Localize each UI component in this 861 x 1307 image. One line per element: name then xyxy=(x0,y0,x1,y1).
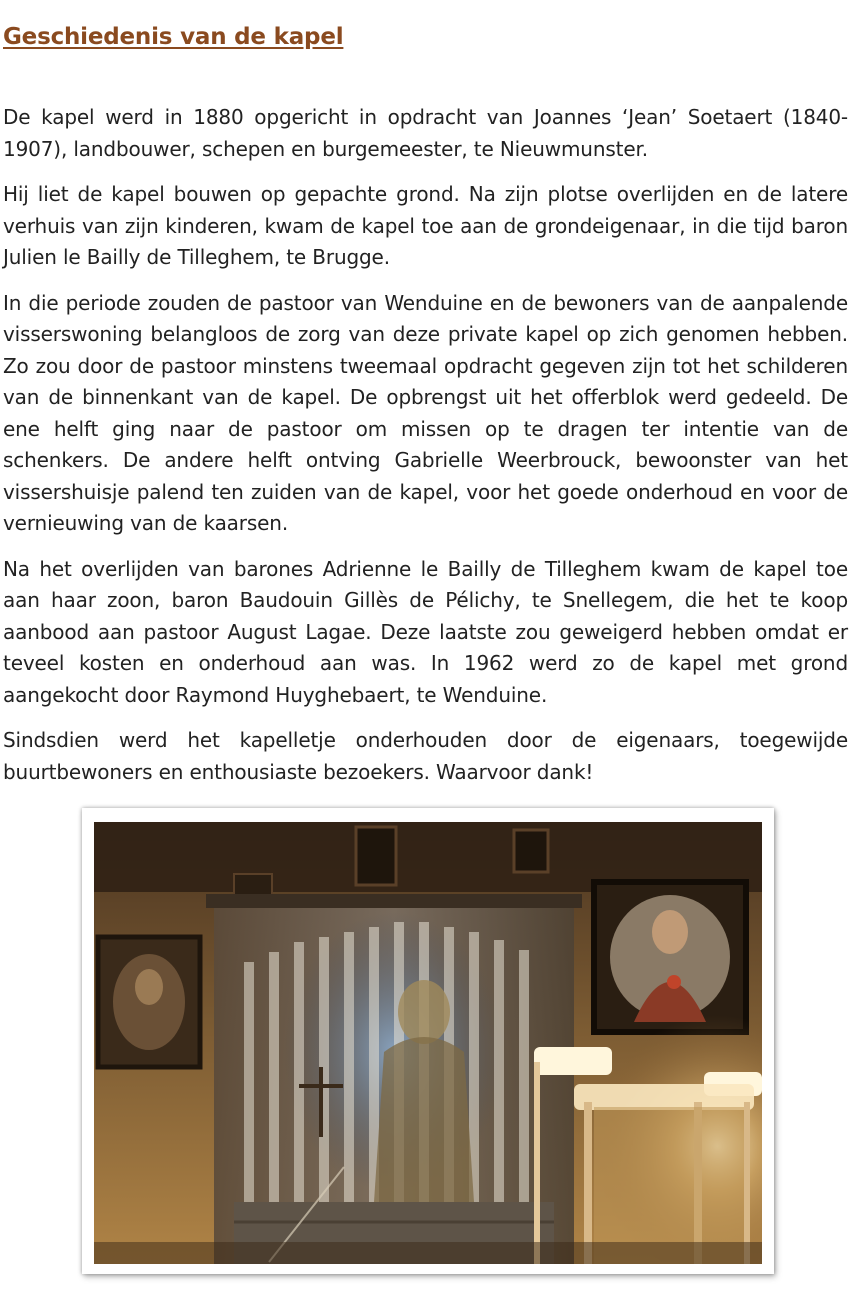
chapel-interior-photo xyxy=(94,822,762,1264)
paragraph-1: De kapel werd in 1880 opgericht in opdracht van Joannes ‘Jean’ Soetaert (1840-1907), landbouwer, schepen en burgemeester, te Nieuwmunster. xyxy=(3,105,848,161)
chapel-photo-frame xyxy=(82,808,774,1274)
body-text xyxy=(3,102,848,802)
chapel-interior-illustration xyxy=(94,822,762,1264)
paragraph-3: In die periode zouden de pastoor van Wenduine en de bewoners van de aanpalende visserswoning belangloos de zorg van deze private kapel op zich genomen hebben. Zo zou door de pastoor minstens tweemaal opdracht gegeven zijn tot het schilderen van de binnenkant van de kapel. De opbrengst uit het offerblok werd gedeeld. De ene helft ging naar de pastoor om missen op te dragen ter intentie van de schenkers. De andere helft ontving Gabrielle Weerbrouck, bewoonster van het vissershuisje palend ten zuiden van de kapel, voor het goede onderhoud en voor de vernieuwing van de kaarsen. xyxy=(3,290,848,535)
paragraph-4: Na het overlijden van barones Adrienne le Bailly de Tilleghem kwam de kapel toe aan haar zoon, baron Baudouin Gillès de Pélichy, te Snellegem, die het te koop aanbood aan pastoor August Lagae. Deze laatste zou geweigerd hebben omdat er teveel kosten en onderhoud aan was. In 1962 werd zo de kapel met grond aangekocht door Raymond Huyghebaert, te Wenduine. xyxy=(3,556,848,707)
paragraph-5: Sindsdien werd het kapelletje onderhouden door de eigenaars, toegewijde buurtbewoners en enthousiaste bezoekers. Waarvoor dank! xyxy=(3,728,848,784)
paragraph-2: Hij liet de kapel bouwen op gepachte grond. Na zijn plotse overlijden en de latere verhuis van zijn kinderen, kwam de kapel toe aan de grondeigenaar, in die tijd baron Julien le Bailly de Tilleghem, te Brugge. xyxy=(3,182,848,269)
page-title: Geschiedenis van de kapel xyxy=(3,24,344,50)
